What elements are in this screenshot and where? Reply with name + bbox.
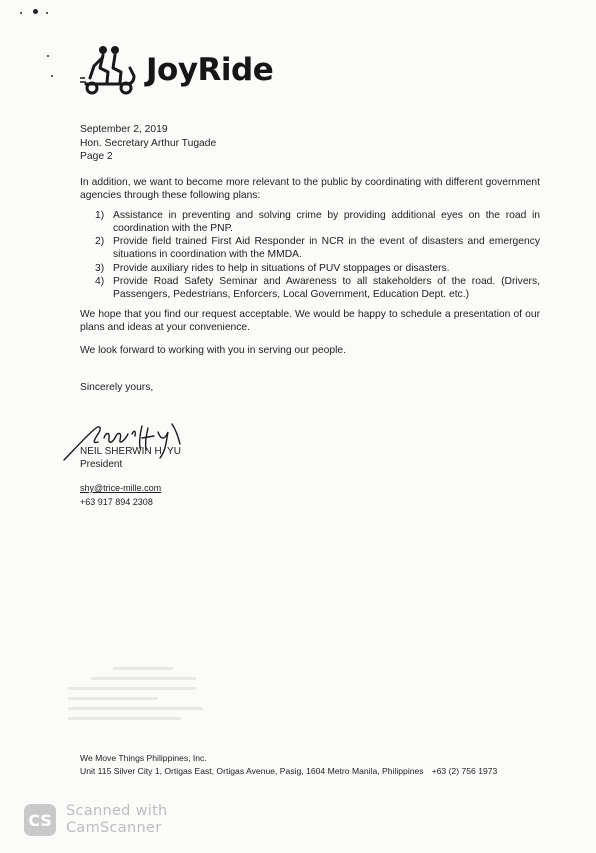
letter-header (80, 123, 216, 164)
plans-list (80, 210, 540, 301)
scan-speck (51, 75, 53, 77)
letter-body (80, 177, 540, 367)
plan-text: Provide Road Safety Seminar and Awareness to all stakeholders of the road. (Drivers, Passengers, Pedestrians, Enforcers, Local Government, Education Dept. etc.) (113, 276, 540, 300)
signer-title: President (80, 459, 123, 470)
intro-paragraph: In addition, we want to become more relevant to the public by coordinating with different government agencies through these following plans: (80, 177, 540, 201)
page-number: Page 2 (80, 151, 113, 162)
watermark-line-2: CamScanner (66, 820, 162, 836)
closing-line: Sincerely yours, (80, 382, 154, 393)
recipient: Hon. Secretary Arthur Tugade (80, 137, 217, 149)
phone-number: +63 917 894 2308 (80, 497, 153, 507)
watermark-line-1: Scanned with (66, 803, 168, 819)
request-paragraph: We hope that you find our request acceptable. We would be happy to schedule a presentation of our plans and ideas at your convenience. (80, 309, 540, 333)
forward-paragraph: We look forward to working with you in serving our people. (80, 344, 346, 356)
logo-wordmark: JoyRide (146, 52, 274, 88)
scooter-riders-icon (80, 44, 142, 96)
plan-number: 1) (95, 210, 105, 222)
signer-name: NEIL SHERWIN H. YU (80, 446, 181, 457)
footer-address: Unit 115 Silver City 1, Ortigas East, Ortigas Avenue, Pasig, 1604 Metro Manila, Philippines (80, 765, 424, 776)
plan-text: Provide field trained First Aid Responder in NCR in the event of disasters and emergency situations in coordination with the MMDA. (113, 236, 540, 260)
footer-company: We Move Things Philippines, Inc. (80, 753, 207, 763)
camscanner-watermark (24, 803, 168, 837)
plan-item (80, 276, 540, 301)
plan-item (80, 236, 540, 261)
plan-text: Provide auxiliary rides to help in situations of PUV stoppages or disasters. (113, 262, 450, 274)
plan-number: 3) (95, 262, 105, 274)
scan-speck (47, 55, 49, 57)
scan-speck (46, 12, 48, 14)
letter-footer (80, 752, 497, 777)
faded-stamp (68, 660, 218, 755)
footer-telephone: +63 (2) 756 1973 (431, 765, 498, 776)
plan-item (80, 263, 540, 276)
letter-date: September 2, 2019 (80, 124, 168, 135)
scan-speck (33, 9, 38, 14)
company-logo (80, 44, 273, 96)
email-link[interactable]: shy@trice-mille.com (80, 483, 162, 493)
plan-text: Assistance in preventing and solving crime by providing additional eyes on the road in coordination with the PNP. (113, 210, 540, 234)
scan-speck (20, 12, 22, 14)
plan-item (80, 210, 540, 235)
plan-number: 2) (95, 236, 105, 248)
plan-number: 4) (95, 276, 105, 288)
camscanner-logo-icon: CS (24, 804, 56, 836)
